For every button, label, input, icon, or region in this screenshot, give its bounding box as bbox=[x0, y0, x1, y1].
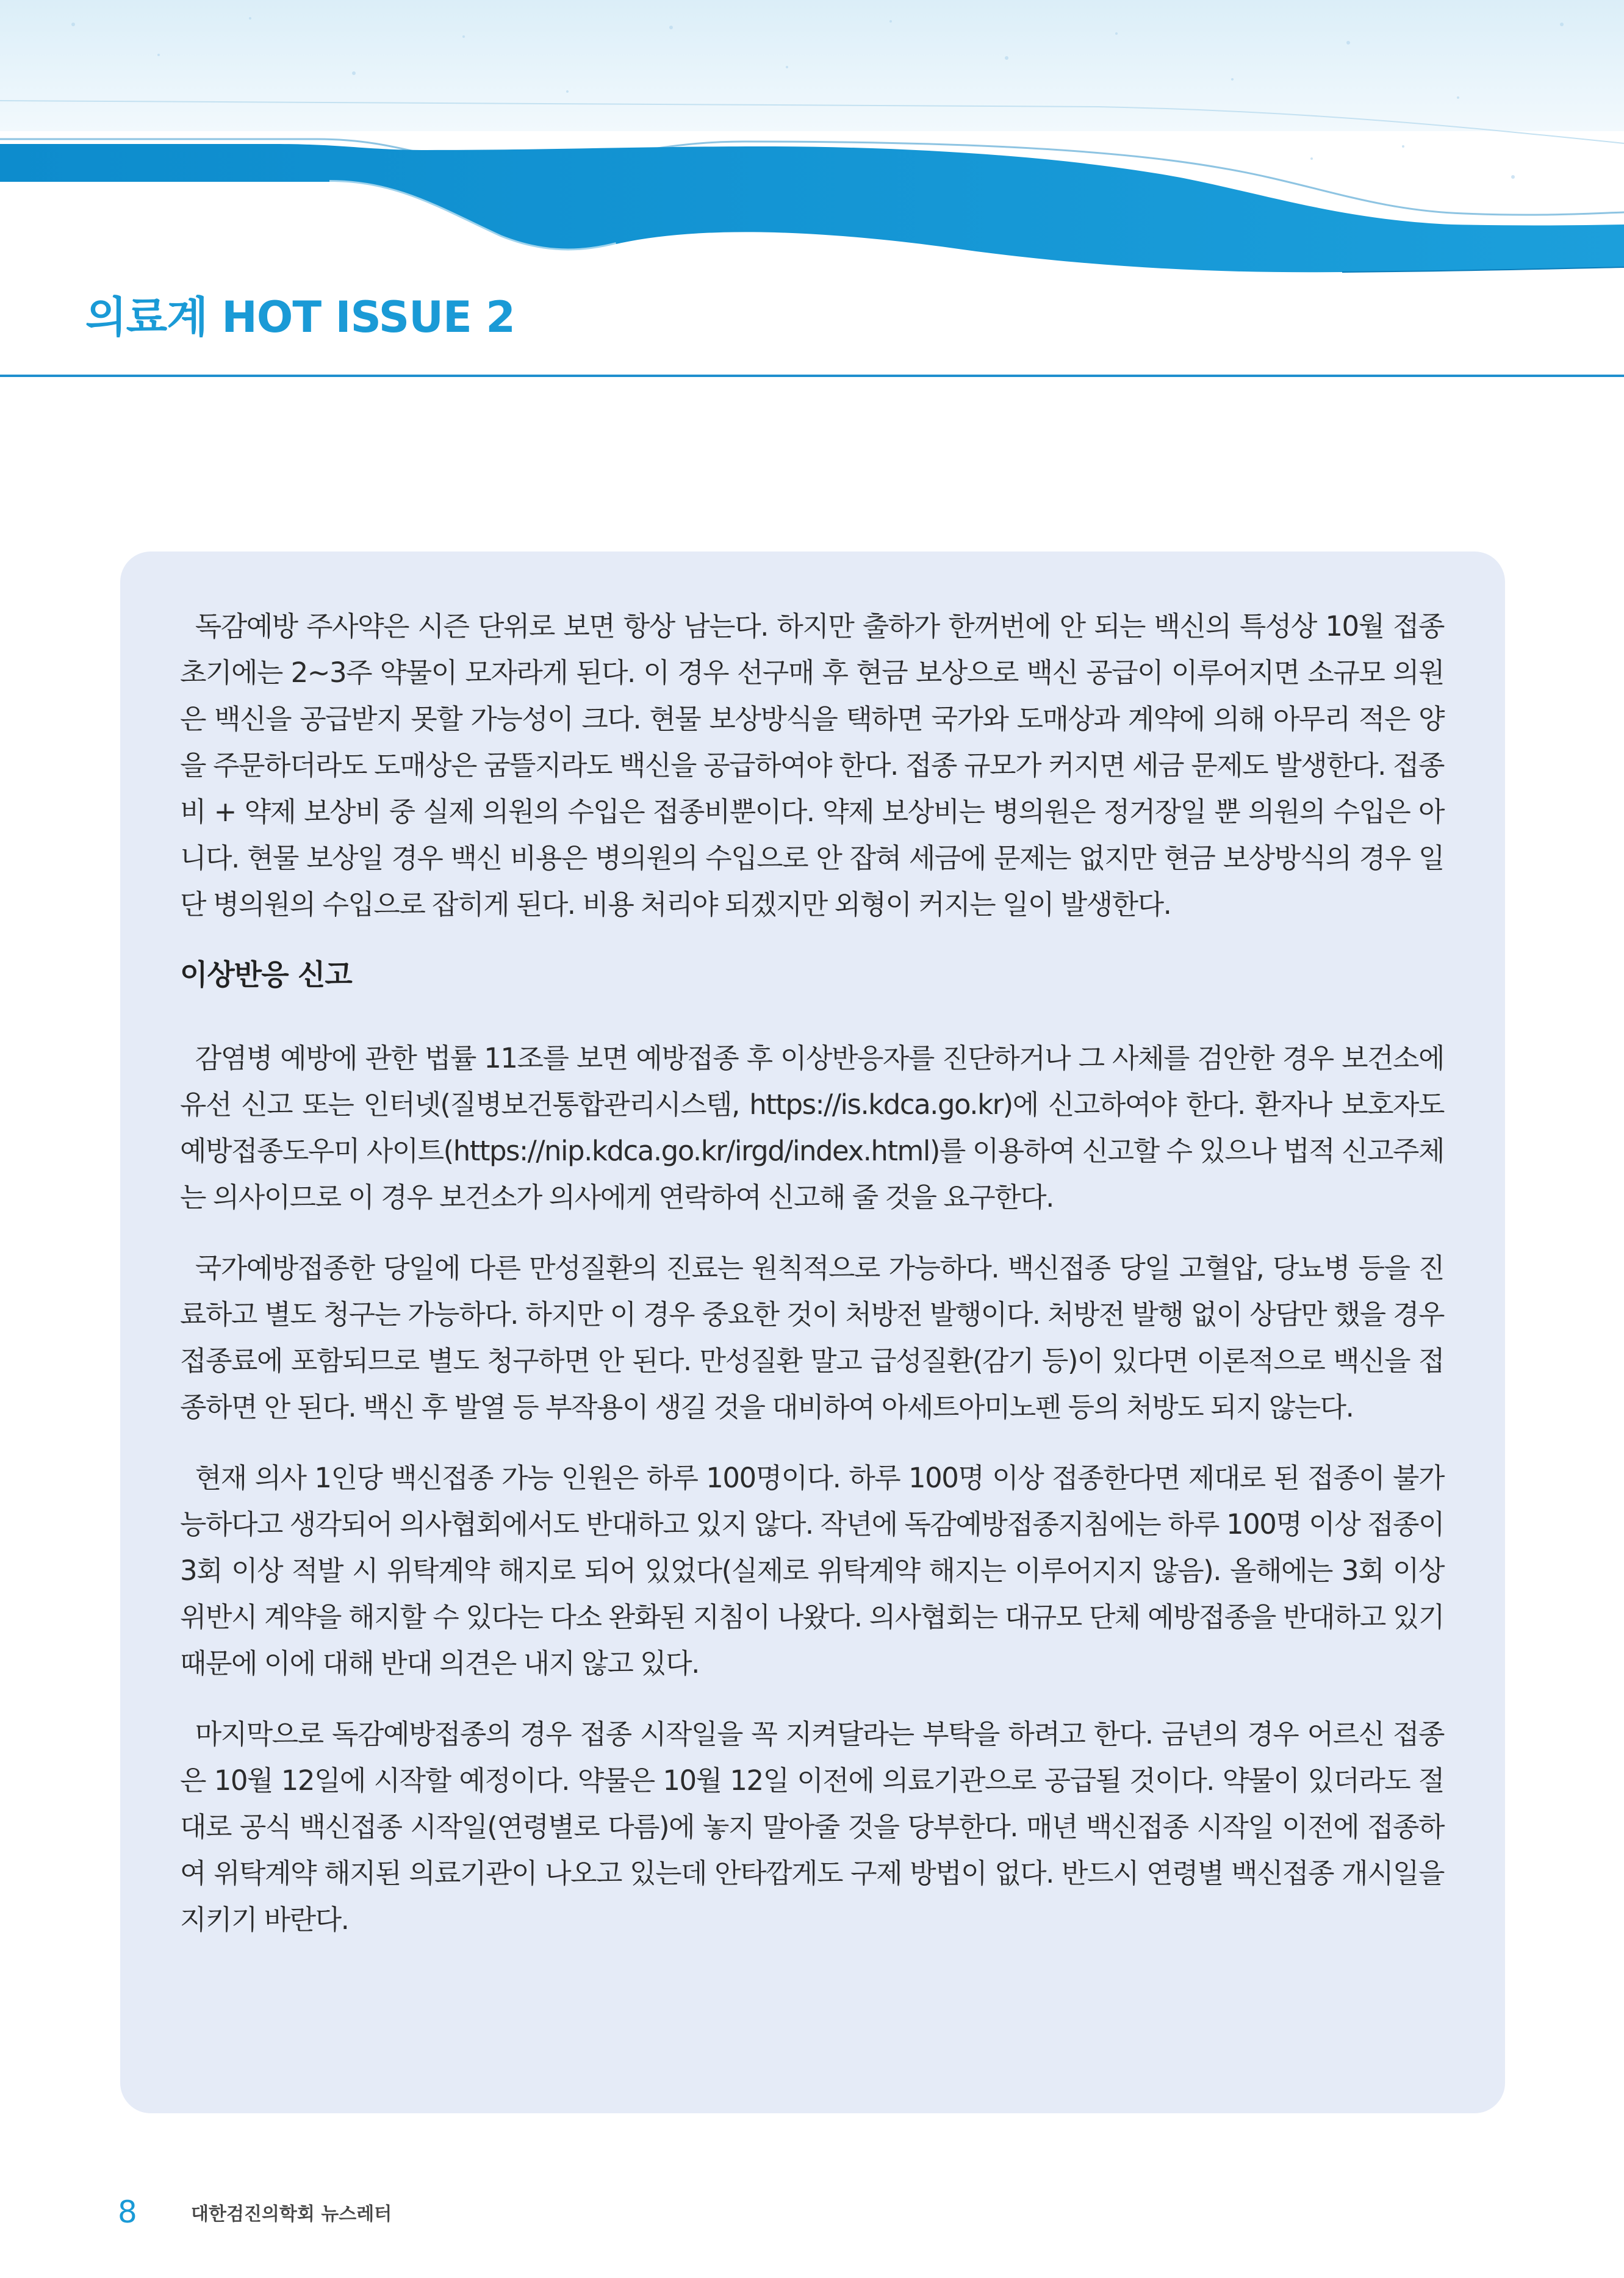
page-number: 8 bbox=[118, 2194, 137, 2230]
title-divider bbox=[0, 375, 1624, 377]
paragraph: 감염병 예방에 관한 법률 11조를 보면 예방접종 후 이상반응자를 진단하거나 그 사체를 검안한 경우 보건소에 유선 신고 또는 인터넷(질병보건통합관리시스템, https://is.kdca.go.kr)에 신고하여야 한다. 환자나 보호자도 예방접종도우미 사이트(https://nip.kdca.go.kr/irgd/index.html)를 이용하여 신고할 수 있으나 법적 신고주체는 의사이므로 이 경우 보건소가 의사에게 연락하여 신고해 줄 것을 요구한다. bbox=[180, 1042, 1444, 1213]
subheading: 이상반응 신고 bbox=[180, 958, 352, 992]
publication-name: 대한검진의학회 뉴스레터 bbox=[191, 2204, 392, 2225]
paragraph: 독감예방 주사약은 시즌 단위로 보면 항상 남는다. 하지만 출하가 한꺼번에 안 되는 백신의 특성상 10월 접종 초기에는 2~3주 약물이 모자라게 된다. 이 경우 선구매 후 현금 보상으로 백신 공급이 이루어지면 소규모 의원은 백신을 공급받지 못할 가능성이 크다. 현물 보상방식을 택하면 국가와 도매상과 계약에 의해 아무리 적은 양을 주문하더라도 도매상은 굼뜰지라도 백신을 공급하여야 한다. 접종 규모가 커지면 세금 문제도 발생한다. 접종비 + 약제 보상비 중 실제 의원의 수입은 접종비뿐이다. 약제 보상비는 병의원은 정거장일 뿐 의원의 수입은 아니다. 현물 보상일 경우 백신 비용은 병의원의 수입으로 안 잡혀 세금에 문제는 없지만 현금 보상방식의 경우 일단 병의원의 수입으로 잡히게 된다. 비용 처리야 되겠지만 외형이 커지는 일이 발생한다. bbox=[180, 610, 1444, 921]
paragraph: 현재 의사 1인당 백신접종 가능 인원은 하루 100명이다. 하루 100명 이상 접종한다면 제대로 된 접종이 불가능하다고 생각되어 의사협회에서도 반대하고 있지 않다. 작년에 독감예방접종지침에는 하루 100명 이상 접종이 3회 이상 적발 시 위탁계약 해지로 되어 있었다(실제로 위탁계약 해지는 이루어지지 않음). 올해에는 3회 이상 위반시 계약을 해지할 수 있다는 다소 완화된 지침이 나왔다. 의사협회는 대규모 단체 예방접종을 반대하고 있기 때문에 이에 대해 반대 의견은 내지 않고 있다. bbox=[180, 1462, 1444, 1680]
header-wave-graphic bbox=[0, 0, 1624, 287]
article-content-box bbox=[120, 552, 1505, 2113]
section-title: 의료계 HOT ISSUE 2 bbox=[85, 292, 515, 342]
paragraph: 국가예방접종한 당일에 다른 만성질환의 진료는 원칙적으로 가능하다. 백신접종 당일 고혈압, 당뇨병 등을 진료하고 별도 청구는 가능하다. 하지만 이 경우 중요한 것이 처방전 발행이다. 처방전 발행 없이 상담만 했을 경우 접종료에 포함되므로 별도 청구하면 안 된다. 만성질환 말고 급성질환(감기 등)이 있다면 이론적으로 백신을 접종하면 안 된다. 백신 후 발열 등 부작용이 생길 것을 대비하여 아세트아미노펜 등의 처방도 되지 않는다. bbox=[180, 1252, 1444, 1423]
paragraph: 마지막으로 독감예방접종의 경우 접종 시작일을 꼭 지켜달라는 부탁을 하려고 한다. 금년의 경우 어르신 접종은 10월 12일에 시작할 예정이다. 약물은 10월 12일 이전에 의료기관으로 공급될 것이다. 약물이 있더라도 절대로 공식 백신접종 시작일(연령별로 다름)에 놓지 말아줄 것을 당부한다. 매년 백신접종 시작일 이전에 접종하여 위탁계약 해지된 의료기관이 나오고 있는데 안타깝게도 구제 방법이 없다. 반드시 연령별 백신접종 개시일을 지키기 바란다. bbox=[180, 1718, 1444, 1936]
